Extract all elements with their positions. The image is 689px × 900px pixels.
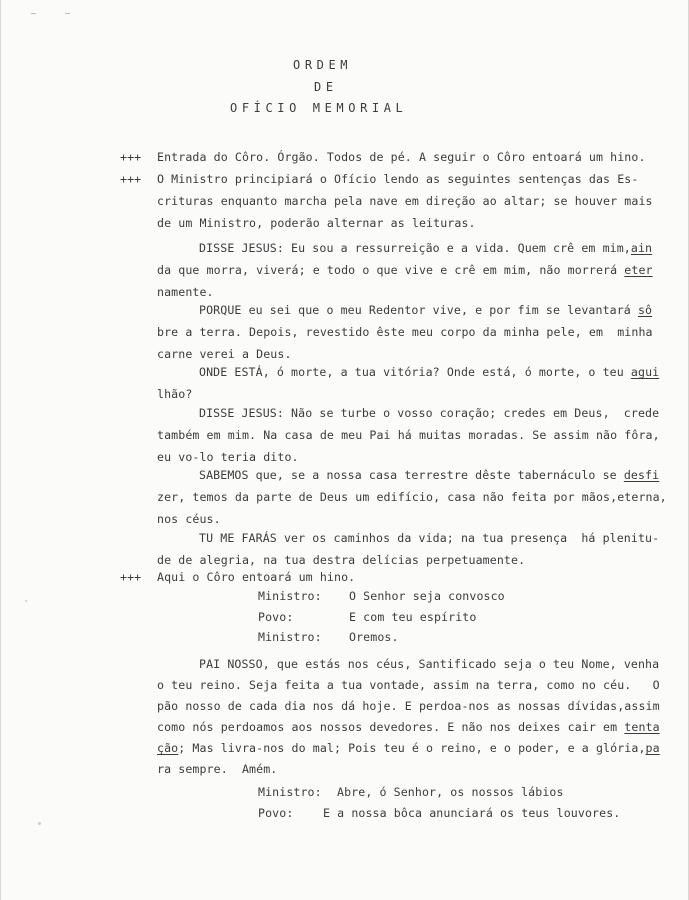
sentence-line: também em mim. Na casa de meu Pai há muitas moradas. Se assim não fôra, [157,428,660,442]
sentence-line [199,406,659,420]
prayer-line: o teu reino. Seja feita a tua vontade, assim na terra, como no céu. O [157,678,660,692]
intro-line: Entrada do Côro. Órgão. Todos de pé. A seguir o Côro entoará um hino. [157,150,646,164]
hyphenation-fragment: ção [157,741,179,755]
title-line-oficio-memorial: OFÍCIO MEMORIAL [230,101,408,115]
sentence-line: eu vo-lo teria dito. [157,450,299,464]
prayer-line: pão nosso de cada dia nos dá hoje. E perdoa-nos as nossas dívidas,assim [157,699,660,713]
hyphenation-fragment: desfi [623,468,660,482]
hyphenation-fragment: ain [630,241,653,255]
dialog-speaker: Ministro: [258,785,322,799]
sentence-line [157,263,653,277]
hyphenation-fragment: tenta [624,720,660,734]
sentence-line: zer, temos da parte de Deus um edifício, casa não feita por mãos,eterna, [157,490,667,504]
sentence-text: Eu sou a ressurreição e a vida. Quem crê em mim, [283,241,631,255]
prayer-line [157,720,660,734]
sentence-text: Não se turbe o vosso coração; credes em Deus, crede [283,406,660,420]
page-mark [31,13,36,14]
sentence-lead: PORQUE [199,303,242,317]
sentence-lead: SABEMOS [199,468,249,482]
hyphenation-fragment: sô [637,303,653,317]
sentence-text: que, se a nossa casa terrestre dêste tabernáculo se [248,468,624,482]
sentence-text: da que morra, viverá; e todo o que vive e crê em mim, não morrerá [157,263,625,277]
prayer-text: ; Mas livra-nos do mal; Pois teu é o reino, e o poder, e a glória, [178,741,646,755]
sentence-line: de de alegria, na tua destra delícias perpetuamente. [157,553,526,567]
hyphenation-fragment: agui [630,365,660,379]
intro-line: crituras enquanto marcha pela nave em direção ao altar; se houver mais [157,194,653,208]
rubric-text: Aqui o Côro entoará um hino. [157,570,356,584]
sentence-text: eu sei que o meu Redentor vive, e por fim se levantará [241,303,638,317]
dialog-response: Oremos. [349,630,399,644]
prayer-lead: PAI NOSSO, [199,657,270,671]
sentence-text: ó morte, a tua vitória? Onde está, ó morte, o teu [269,365,631,379]
rubric-marker: +++ [120,570,142,584]
sentence-line [199,303,652,317]
intro-line: de um Ministro, poderão alternar as leituras. [157,216,476,230]
prayer-line [199,657,659,671]
prayer-text: como nós perdoamos aos nossos devedores. E não nos deixes cair em [157,720,625,734]
sentence-lead: TU ME FARÁS [199,531,277,545]
prayer-line: ra sempre. Amém. [157,762,278,776]
dialog-speaker: Ministro: [258,630,322,644]
sentence-lead: DISSE JESUS: [199,241,284,255]
dialog-response: E com teu espírito [349,610,477,624]
hyphenation-fragment: eter [624,263,653,277]
page-mark [65,13,70,14]
sentence-line: nos céus. [157,512,221,526]
dialog-response: Abre, ó Senhor, os nossos lábios [337,785,564,799]
sentence-line: carne verei a Deus. [157,347,292,361]
sentence-text: ver os caminhos da vida; na tua presença há plenitu- [276,531,660,545]
prayer-line [157,741,660,755]
dialog-response: E a nossa bôca anunciará os teus louvores. [323,806,621,820]
title-line-ordem: ORDEM [293,58,353,72]
dialog-speaker: Povo: [258,610,294,624]
rubric-marker: +++ [120,150,142,164]
page-speck [25,600,27,602]
intro-line: O Ministro principiará o Ofício lendo as seguintes sentenças das Es- [157,172,639,186]
dialog-speaker: Povo: [258,806,294,820]
sentence-line [199,365,659,379]
sentence-line: bre a terra. Depois, revestido êste meu corpo da minha pele, em minha [157,325,653,339]
sentence-line [199,468,659,482]
title-line-de: DE [314,80,338,94]
dialog-speaker: Ministro: [258,589,322,603]
rubric-marker: +++ [120,172,142,186]
dialog-response: O Senhor seja convosco [349,589,505,603]
hyphenation-fragment: pa [645,741,660,755]
page-speck [38,822,41,825]
sentence-line: namente. [157,285,214,299]
sentence-line: lhão? [157,387,193,401]
sentence-lead: ONDE ESTÁ, [199,365,270,379]
sentence-line [199,241,652,255]
prayer-text: que estás nos céus, Santificado seja o teu Nome, venha [269,657,660,671]
sentence-lead: DISSE JESUS: [199,406,284,420]
sentence-line [199,531,659,545]
